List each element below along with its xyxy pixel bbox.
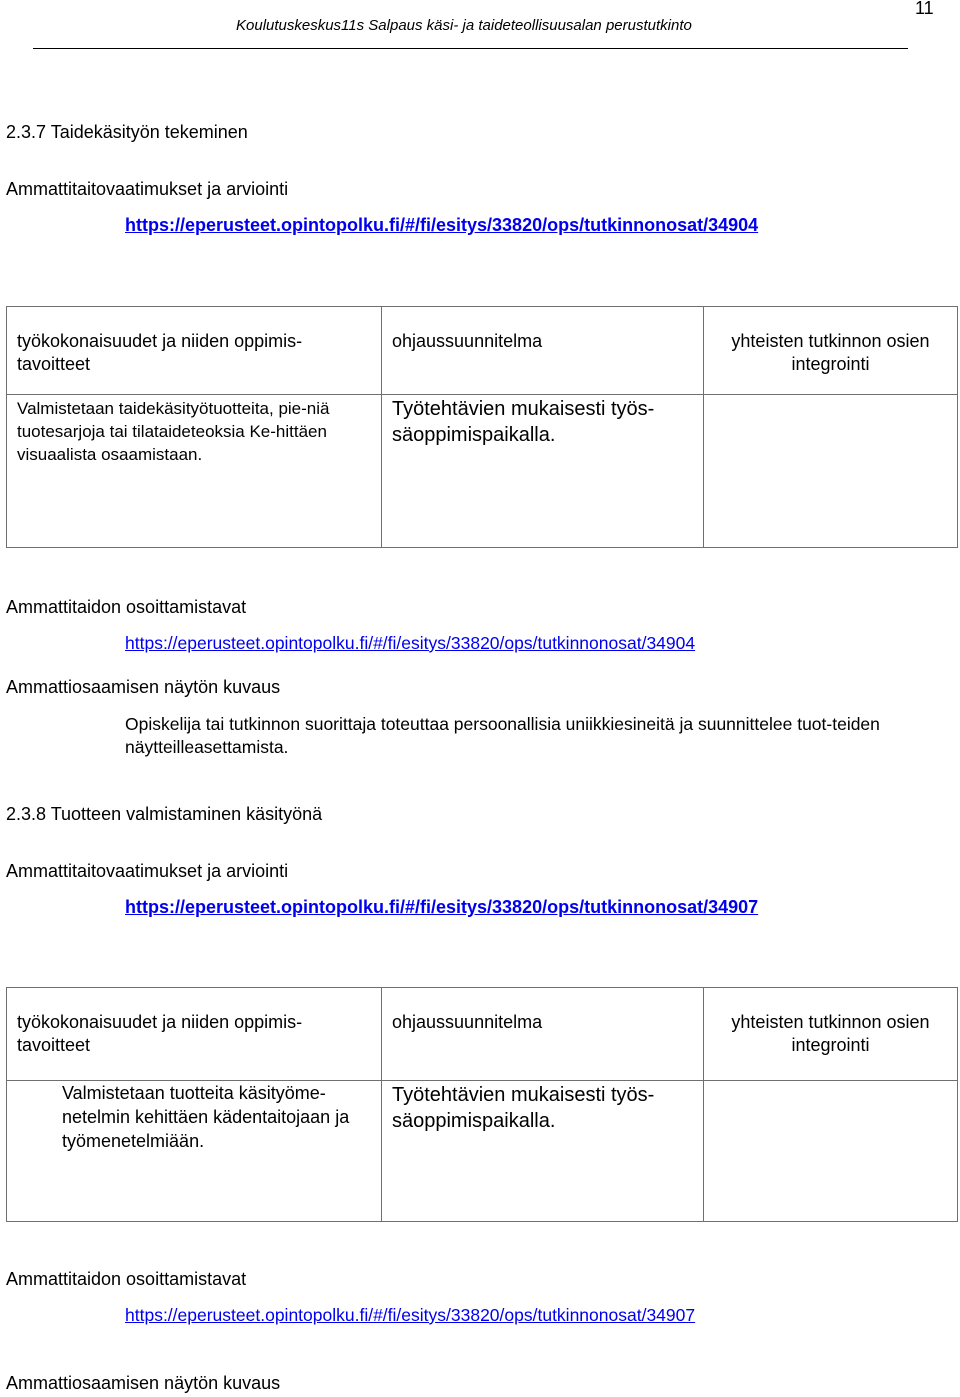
column-header-work-units: työkokonaisuudet ja niiden oppimis-tavoitteet [7, 988, 382, 1081]
competence-table [6, 306, 958, 548]
cell-work-units: Valmistetaan taidekäsityötuotteita, pie-niä tuotesarjoja tai tilataideteoksia Ke-hittäen visuaalista osaamistaan. [7, 395, 382, 548]
description-label: Ammattiosaamisen näytön kuvaus [6, 1373, 281, 1393]
running-header: Koulutuskeskus11s Salpaus käsi- ja taideteollisuusalan perustutkinto [236, 17, 692, 34]
cell-guidance-plan: Työtehtävien mukaisesti työs-säoppimispaikalla. [382, 1081, 704, 1222]
competence-table [6, 987, 958, 1222]
section-heading-2-3-8: 2.3.8 Tuotteen valmistaminen käsityönä [6, 804, 323, 824]
cell-work-units: Valmistetaan tuotteita käsityöme-netelmin kehittäen kädentaitojaan ja työmenetelmiään. [7, 1081, 382, 1222]
requirements-label: Ammattitaitovaatimukset ja arviointi [6, 861, 289, 881]
requirements-link[interactable]: https://eperusteet.opintopolku.fi/#/fi/esitys/33820/ops/tutkinnonosat/34904 [125, 215, 759, 235]
table-header-row [7, 307, 958, 395]
cell-guidance-plan: Työtehtävien mukaisesti työs-säoppimispaikalla. [382, 395, 704, 548]
description-label: Ammattiosaamisen näytön kuvaus [6, 677, 281, 697]
description-text: Opiskelija tai tutkinnon suorittaja toteuttaa persoonallisia uniikkiesineitä ja suunnittelee tuot-teiden näytteilleasettamista. [125, 714, 880, 757]
column-header-integration: yhteisten tutkinnon osien integrointi [704, 988, 958, 1081]
header-divider [33, 48, 908, 49]
column-header-guidance-plan: ohjaussuunnitelma [382, 988, 704, 1081]
column-header-work-units: työkokonaisuudet ja niiden oppimis-tavoitteet [7, 307, 382, 395]
requirements-link[interactable]: https://eperusteet.opintopolku.fi/#/fi/esitys/33820/ops/tutkinnonosat/34907 [125, 897, 759, 917]
table-row [7, 1081, 958, 1222]
column-header-guidance-plan: ohjaussuunnitelma [382, 307, 704, 395]
table-row [7, 395, 958, 548]
page-number: 11 [915, 0, 934, 18]
column-header-integration: yhteisten tutkinnon osien integrointi [704, 307, 958, 395]
cell-integration [704, 1081, 958, 1222]
demonstration-label: Ammattitaidon osoittamistavat [6, 1269, 247, 1289]
table-header-row [7, 988, 958, 1081]
cell-integration [704, 395, 958, 548]
demonstration-link[interactable]: https://eperusteet.opintopolku.fi/#/fi/esitys/33820/ops/tutkinnonosat/34904 [125, 633, 696, 653]
requirements-label: Ammattitaitovaatimukset ja arviointi [6, 179, 289, 199]
section-heading-2-3-7: 2.3.7 Taidekäsityön tekeminen [6, 122, 248, 142]
demonstration-label: Ammattitaidon osoittamistavat [6, 597, 247, 617]
demonstration-link[interactable]: https://eperusteet.opintopolku.fi/#/fi/esitys/33820/ops/tutkinnonosat/34907 [125, 1305, 696, 1325]
